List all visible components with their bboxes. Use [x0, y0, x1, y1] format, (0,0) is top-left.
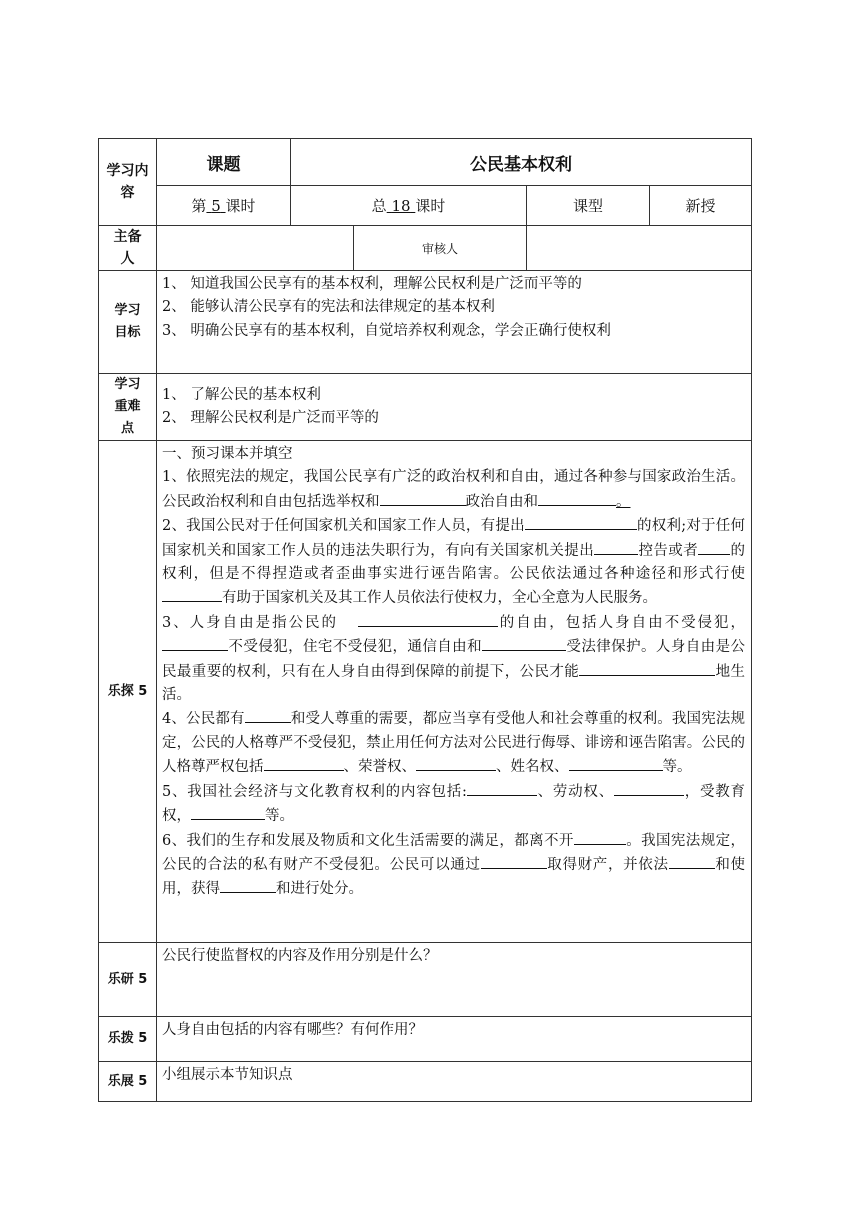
reviewer-value: [527, 226, 752, 271]
explore-content: [157, 441, 752, 943]
total-lessons-number: 18: [391, 197, 411, 215]
question-6: 6、我们的生存和发展及物质和文化生活需要的满足，都离不开 。我国宪法规定，公民的合法的私有财产不受侵犯。公民可以通过 取得财产，并依法 和使用，获得 和进行处分。: [162, 829, 745, 902]
show-label: 乐展 5: [99, 1062, 157, 1102]
fill-blank[interactable]: [669, 853, 715, 869]
key-points-content: [157, 374, 752, 441]
explore-heading: 一、预习课本并填空: [162, 446, 293, 462]
fill-blank[interactable]: [594, 539, 638, 555]
fill-blank[interactable]: [162, 586, 222, 602]
fill-blank[interactable]: [698, 539, 730, 555]
lesson-number: 5: [211, 197, 221, 215]
fill-blank[interactable]: [525, 514, 637, 530]
key-point-item: 2、 理解公民权利是广泛而平等的: [162, 410, 379, 427]
topic-row: [99, 139, 752, 186]
research-row: [99, 943, 752, 1017]
fill-blank[interactable]: [614, 780, 684, 796]
topic-value: 公民基本权利: [291, 139, 752, 186]
research-label: 乐研 5: [99, 943, 157, 1017]
fill-blank[interactable]: [574, 829, 626, 845]
section-label: 学习内容: [99, 139, 157, 226]
lesson-plan-table: [98, 138, 752, 1102]
guide-label: 乐拨 5: [99, 1017, 157, 1062]
question-1: 1、依照宪法的规定，我国公民享有广泛的政治权利和自由，通过各种参与国家政治生活。公民政治权利和自由包括选举权和 政治自由和 。: [162, 469, 745, 510]
research-question: 公民行使监督权的内容及作用分别是什么？: [157, 943, 752, 1017]
goal-item: 2、 能够认清公民享有的宪法和法律规定的基本权利: [162, 299, 495, 316]
fill-blank[interactable]: [380, 490, 466, 506]
show-text: 小组展示本节知识点: [157, 1062, 752, 1102]
prep-label: 主备人: [99, 226, 157, 271]
lesson-plan-sheet: [98, 138, 751, 1102]
goal-item: 1、 知道我国公民享有的基本权利，理解公民权利是广泛而平等的: [162, 276, 582, 292]
question-5: 5、我国社会经济与文化教育权利的内容包括: 、劳动权、 ，受教育权， 等。: [162, 780, 745, 829]
fill-blank[interactable]: [162, 635, 228, 651]
fill-blank[interactable]: [220, 877, 276, 893]
fill-blank[interactable]: [579, 660, 715, 676]
fill-blank[interactable]: [569, 755, 663, 771]
fill-blank[interactable]: [481, 853, 547, 869]
lesson-info-row: [99, 186, 752, 226]
show-row: [99, 1062, 752, 1102]
fill-blank[interactable]: [358, 611, 498, 627]
goals-content: [157, 271, 752, 374]
lesson-type-label: 课型: [527, 186, 650, 226]
guide-row: [99, 1017, 752, 1062]
goals-label: 学习目标: [99, 271, 157, 374]
explore-label: 乐探 5: [99, 441, 157, 943]
prep-value: [157, 226, 354, 271]
lesson-type-value: 新授: [650, 186, 752, 226]
fill-blank[interactable]: [191, 804, 265, 820]
key-point-item: 1、 了解公民的基本权利: [162, 387, 321, 403]
fill-blank[interactable]: [416, 755, 496, 771]
fill-blank[interactable]: [245, 707, 291, 723]
total-lessons-cell: 总 18 课时: [291, 186, 527, 226]
key-points-label: 学习重难点: [99, 374, 157, 441]
goal-item: 3、 明确公民享有的基本权利，自觉培养权利观念，学会正确行使权利: [162, 322, 611, 339]
topic-label: 课题: [157, 139, 291, 186]
key-points-row: [99, 374, 752, 441]
question-4: 4、公民都有 和受人尊重的需要，都应当享有受他人和社会尊重的权利。我国宪法规定，公民的人格尊严不受侵犯，禁止用任何方法对公民进行侮辱、诽谤和诬告陷害。公民的人格尊严权包括 、荣誉权、 、姓名权、 等。: [162, 707, 745, 779]
guide-question: 人身自由包括的内容有哪些？有何作用？: [157, 1017, 752, 1062]
prep-row: [99, 226, 752, 271]
fill-blank[interactable]: [538, 490, 616, 506]
question-3: 3、人身自由是指公民的 的自由，包括人身自由不受侵犯，不受侵犯，住宅不受侵犯，通信自由和 受法律保护。人身自由是公民最重要的权利，只有在人身自由得到保障的前提下，公民才能 地生活。: [162, 611, 745, 708]
fill-blank[interactable]: [482, 635, 566, 651]
fill-blank[interactable]: [467, 780, 537, 796]
lesson-number-cell: 第 5 课时: [157, 186, 291, 226]
explore-row: [99, 441, 752, 943]
question-2: 2、我国公民对于任何国家机关和国家工作人员，有提出 的权利;对于任何国家机关和国家工作人员的违法失职行为，有向有关国家机关提出 控告或者 的权利，但是不得捏造或者歪曲事实进行诬告陷害。公民依法通过各种途径和形式行使有助于国家机关及其工作人员依法行使权力，全心全意为人民服务。: [162, 514, 745, 611]
goals-row: [99, 271, 752, 374]
fill-blank[interactable]: [264, 755, 344, 771]
reviewer-label: 审核人: [354, 226, 527, 271]
